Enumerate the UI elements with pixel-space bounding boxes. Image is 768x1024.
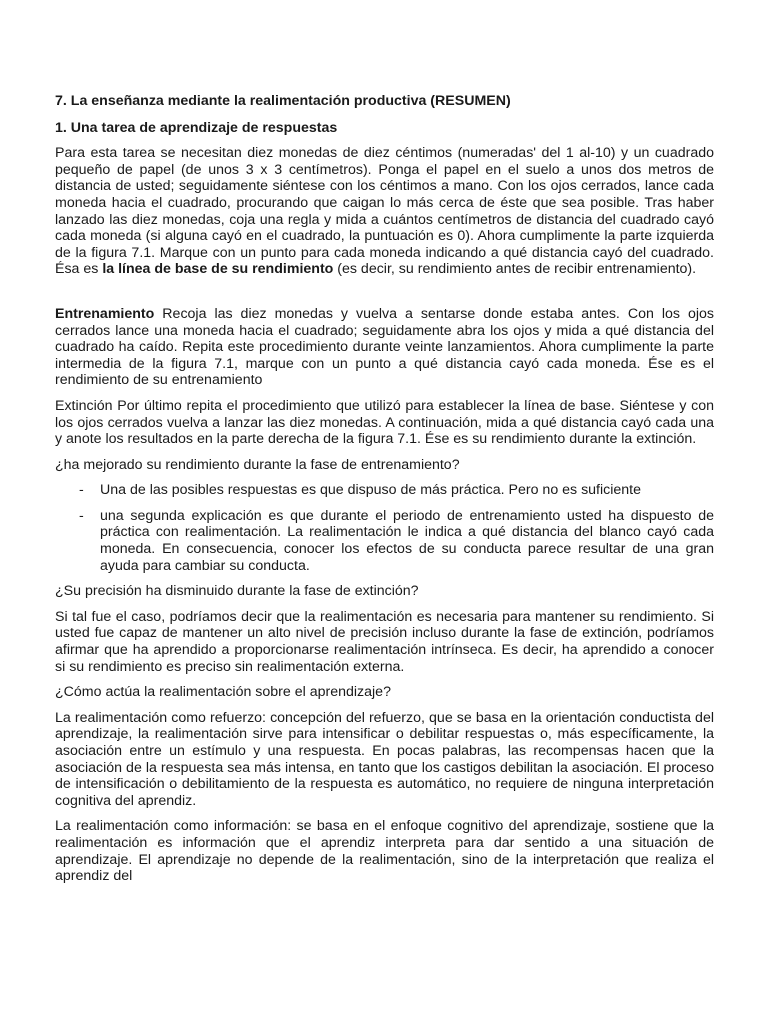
question-extinction: ¿Su precisión ha disminuido durante la fase de extinción? [55,583,419,600]
extinction-paragraph: Extinción Por último repita el procedimiento que utilizó para establecer la línea de base. Siéntese y con los ojos cerrados vuelva a lanzar las diez monedas. A continuación, mida a qué distancia cayó cada una y anote los resultados en la parte derecha de la figura 7.1. Ése es su rendimiento durante la extinción. [55,397,714,448]
bullet-marker: - [79,482,84,499]
intro-bold-term: la línea de base de su rendimiento [102,261,334,278]
intro-paragraph [55,145,714,278]
bullet-marker: - [79,507,84,524]
list-item [55,508,714,574]
bullet-list [55,482,714,574]
document-title: 7. La enseñanza mediante la realimentación productiva (RESUMEN) [55,93,511,109]
list-item-text: Una de las posibles respuestas es que dispuso de más práctica. Pero no es suficiente [100,482,642,499]
list-item-text: una segunda explicación es que durante el periodo de entrenamiento usted ha dispuesto de práctica con realimentación. La realimentación le indica a qué distancia del blanco cayó cada moneda. En consecuencia, conocer los efectos de su conducta parece resultar de una gran ayuda para cambiar su conducta. [100,507,714,574]
answer-extinction: Si tal fue el caso, podríamos decir que la realimentación es necesaria para mantener su rendimiento. Si usted fue capaz de mantener un alto nivel de precisión incluso durante la fase de extinción, podríamos afirmar que ha aprendido a proporcionarse realimentación intrínseca. Es decir, ha aprendido a conocer si su rendimiento es preciso sin realimentación externa. [55,608,714,675]
reinforcement-paragraph: La realimentación como refuerzo: concepción del refuerzo, que se basa en la orientación conductista del aprendizaje, la realimentación sirve para intensificar o debilitar respuestas o, más específicamente, la asociación entre un estímulo y una respuesta. En pocas palabras, las recompensas hacen que la asociación de la respuesta sea más intensa, en tanto que los castigos debilitan la asociación. El proceso de intensificación o debilitamiento de la respuesta es automático, no requiere de ninguna interpretación cognitiva del aprendiz. [55,709,714,809]
training-text: Recoja las diez monedas y vuelva a sentarse donde estaba antes. Con los ojos cerrados lance una moneda hacia el cuadrado; seguidamente abra los ojos y mida a qué distancia del cuadrado ha caído. Repita este procedimiento durante veinte lanzamientos. Ahora cumplimente la parte intermedia de la figura 7.1, marque con un punto a qué distancia cayó cada moneda. Ése es el rendimiento de su entrenamiento [55,305,714,389]
intro-text: Para esta tarea se necesitan diez monedas de diez céntimos (numeradas' del 1 al-10) y un cuadrado pequeño de papel (de unos 3 x 3 centímetros). Ponga el papel en el suelo a unos dos metros de distancia de usted; seguidamente siéntese con los céntimos a mano. Con los ojos cerrados, lance cada moneda hacia el cuadrado, procurando que caigan lo más cerca de éste que sea posible. Tras haber lanzado las diez monedas, coja una regla y mida a cuántos centímetros de distancia del cuadrado cayó cada moneda (si alguna cayó en el cuadrado, la puntuación es 0). Ahora cumplimente la parte izquierda de la figura 7.1. Marque con un punto para cada moneda indicando a qué distancia cayó del cuadrado. Ésa es [55,145,714,278]
list-item [55,482,714,499]
training-term: Entrenamiento [55,305,155,322]
information-paragraph: La realimentación como información: se basa en el enfoque cognitivo del aprendizaje, sostiene que la realimentación es información que el aprendiz interpreta para dar sentido a una situación de aprendizaje. El aprendizaje no depende de la realimentación, sino de la interpretación que realiza el aprendiz del [55,818,714,885]
intro-tail: (es decir, su rendimiento antes de recibir entrenamiento). [333,261,697,278]
training-paragraph [55,306,714,389]
question-training: ¿ha mejorado su rendimiento durante la fase de entrenamiento? [55,456,460,473]
paragraph-spacer [55,287,714,306]
question-feedback: ¿Cómo actúa la realimentación sobre el aprendizaje? [55,684,391,701]
section-heading: 1. Una tarea de aprendizaje de respuestas [55,119,338,136]
